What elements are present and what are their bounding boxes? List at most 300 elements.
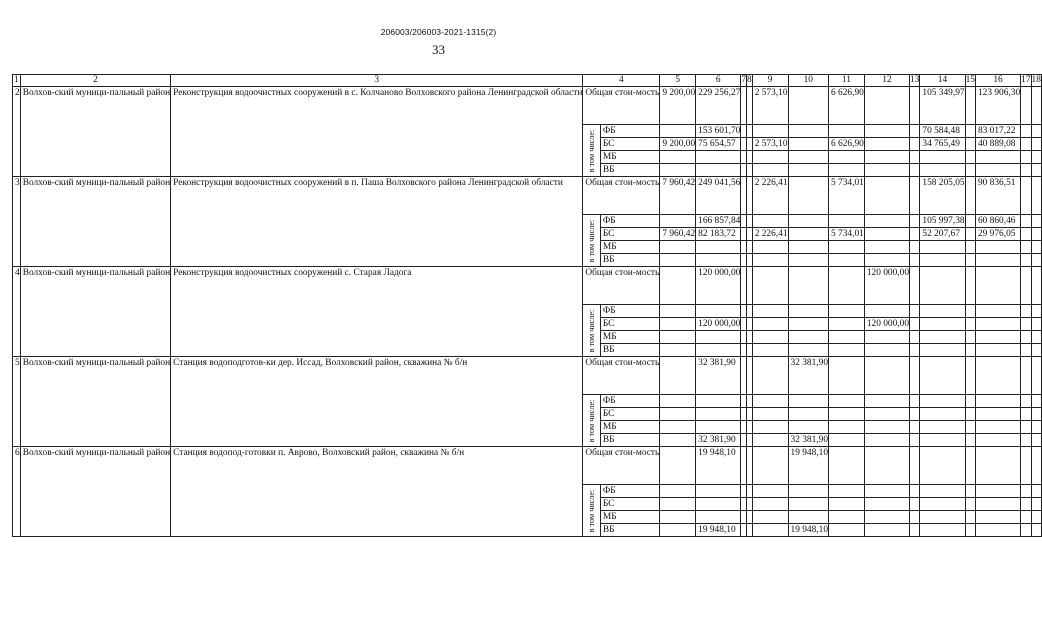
value-cell	[752, 434, 788, 447]
value-cell	[975, 498, 1020, 511]
value-cell	[864, 408, 909, 421]
column-header: 14	[920, 75, 965, 87]
value-cell	[788, 177, 829, 215]
value-cell: 120 000,00	[696, 267, 741, 305]
value-cell	[920, 318, 965, 331]
value-cell	[975, 318, 1020, 331]
funding-source-label: МБ	[600, 331, 659, 344]
value-cell	[920, 357, 965, 395]
funding-source-label: МБ	[600, 511, 659, 524]
value-cell	[696, 421, 741, 434]
including-label	[583, 395, 600, 447]
object-name: Реконструкция водоочистных сооружений с. Старая Ладога	[171, 267, 583, 357]
value-cell	[752, 524, 788, 537]
value-cell	[1021, 164, 1031, 177]
value-cell	[1031, 318, 1041, 331]
funding-source-label: БС	[600, 408, 659, 421]
funding-source-label: ФБ	[600, 305, 659, 318]
value-cell	[864, 228, 909, 241]
value-cell	[910, 318, 920, 331]
value-cell: 75 654,57	[696, 138, 741, 151]
value-cell	[920, 267, 965, 305]
value-cell	[660, 485, 696, 498]
value-cell	[752, 485, 788, 498]
value-cell	[965, 305, 975, 318]
value-cell	[910, 447, 920, 485]
value-cell	[1021, 498, 1031, 511]
value-cell	[1031, 408, 1041, 421]
value-cell	[975, 267, 1020, 305]
value-cell	[1031, 254, 1041, 267]
value-cell	[910, 331, 920, 344]
value-cell	[910, 408, 920, 421]
value-cell	[1021, 408, 1031, 421]
value-cell	[910, 344, 920, 357]
value-cell	[1021, 421, 1031, 434]
value-cell	[1031, 357, 1041, 395]
value-cell	[752, 267, 788, 305]
value-cell	[1031, 267, 1041, 305]
value-cell	[1031, 511, 1041, 524]
value-cell	[829, 498, 865, 511]
including-label-text: в том числе:	[586, 219, 596, 262]
value-cell	[1021, 524, 1031, 537]
column-header: 9	[752, 75, 788, 87]
value-cell	[1031, 447, 1041, 485]
value-cell	[660, 151, 696, 164]
value-cell	[975, 447, 1020, 485]
value-cell	[829, 331, 865, 344]
value-cell	[920, 305, 965, 318]
table-row	[13, 357, 1042, 395]
value-cell: 52 207,67	[920, 228, 965, 241]
value-cell	[696, 395, 741, 408]
funding-source-label: БС	[600, 318, 659, 331]
value-cell: 2 573,10	[752, 87, 788, 125]
value-cell: 166 857,84	[696, 215, 741, 228]
funding-source-label: МБ	[600, 241, 659, 254]
value-cell	[829, 151, 865, 164]
total-cost-label: Общая стои-мость	[583, 447, 660, 485]
district-name: Волхов-ский муници-пальный район	[20, 447, 170, 537]
value-cell	[1021, 228, 1031, 241]
column-header: 4	[583, 75, 660, 87]
value-cell	[788, 331, 829, 344]
object-name: Станция водопод-готовки п. Аврово, Волховский район, скважина № б/н	[171, 447, 583, 537]
value-cell: 7 960,42	[660, 228, 696, 241]
value-cell	[829, 357, 865, 395]
value-cell: 60 860,46	[975, 215, 1020, 228]
column-header: 15	[965, 75, 975, 85]
value-cell	[864, 164, 909, 177]
value-cell	[920, 524, 965, 537]
value-cell: 105 997,38	[920, 215, 965, 228]
value-cell	[975, 511, 1020, 524]
value-cell	[752, 331, 788, 344]
value-cell	[660, 395, 696, 408]
value-cell	[975, 344, 1020, 357]
value-cell	[752, 447, 788, 485]
value-cell	[864, 447, 909, 485]
funding-source-label: ВБ	[600, 524, 659, 537]
value-cell	[696, 305, 741, 318]
value-cell	[965, 254, 975, 267]
column-header: 11	[829, 75, 865, 87]
value-cell: 83 017,22	[975, 125, 1020, 138]
value-cell	[1021, 138, 1031, 151]
page-number: 33	[432, 42, 445, 57]
value-cell	[1031, 485, 1041, 498]
value-cell	[975, 395, 1020, 408]
value-cell	[920, 408, 965, 421]
value-cell	[788, 241, 829, 254]
value-cell	[829, 125, 865, 138]
value-cell	[920, 344, 965, 357]
value-cell	[788, 305, 829, 318]
value-cell	[788, 254, 829, 267]
value-cell	[696, 331, 741, 344]
column-header: 12	[864, 75, 909, 87]
value-cell	[965, 447, 975, 485]
value-cell	[752, 395, 788, 408]
value-cell	[829, 485, 865, 498]
value-cell	[920, 511, 965, 524]
value-cell	[975, 151, 1020, 164]
value-cell	[752, 357, 788, 395]
value-cell	[864, 344, 909, 357]
value-cell	[965, 344, 975, 357]
value-cell	[829, 421, 865, 434]
value-cell	[1031, 421, 1041, 434]
value-cell	[660, 421, 696, 434]
value-cell	[965, 511, 975, 524]
value-cell	[864, 498, 909, 511]
value-cell	[752, 254, 788, 267]
value-cell	[910, 511, 920, 524]
funding-source-label: БС	[600, 498, 659, 511]
value-cell: 34 765,49	[920, 138, 965, 151]
value-cell	[965, 267, 975, 305]
including-label	[583, 215, 600, 267]
value-cell	[965, 408, 975, 421]
value-cell	[910, 138, 920, 151]
value-cell	[752, 511, 788, 524]
value-cell	[910, 87, 920, 125]
value-cell	[910, 125, 920, 138]
value-cell: 120 000,00	[696, 318, 741, 331]
column-header: 1	[14, 75, 19, 85]
value-cell	[965, 138, 975, 151]
value-cell	[696, 498, 741, 511]
value-cell	[788, 408, 829, 421]
value-cell: 19 948,10	[788, 447, 829, 485]
value-cell	[829, 408, 865, 421]
value-cell	[910, 357, 920, 395]
value-cell	[910, 151, 920, 164]
value-cell	[1031, 498, 1041, 511]
value-cell: 32 381,90	[696, 357, 741, 395]
value-cell	[660, 524, 696, 537]
value-cell: 70 584,48	[920, 125, 965, 138]
including-label	[583, 125, 600, 177]
value-cell	[696, 164, 741, 177]
value-cell	[864, 524, 909, 537]
value-cell	[864, 87, 909, 125]
object-name: Станция водоподготов-ки дер. Иссад, Волховский район, скважина № б/н	[171, 357, 583, 447]
value-cell	[975, 485, 1020, 498]
value-cell	[829, 511, 865, 524]
value-cell	[1021, 485, 1031, 498]
value-cell	[1031, 344, 1041, 357]
value-cell	[829, 395, 865, 408]
value-cell: 82 183,72	[696, 228, 741, 241]
district-name: Волхов-ский муници-пальный район	[20, 177, 170, 267]
value-cell	[975, 164, 1020, 177]
value-cell	[864, 254, 909, 267]
value-cell	[752, 408, 788, 421]
value-cell	[1021, 511, 1031, 524]
total-cost-label: Общая стои-мость	[583, 267, 660, 305]
value-cell	[1021, 87, 1031, 125]
value-cell	[829, 164, 865, 177]
value-cell	[788, 318, 829, 331]
value-cell	[660, 215, 696, 228]
table-row	[13, 447, 1042, 485]
column-header: 8	[747, 75, 752, 85]
including-label-text: в том числе:	[586, 399, 596, 442]
value-cell: 105 349,97	[920, 87, 965, 125]
value-cell	[829, 318, 865, 331]
value-cell	[965, 87, 975, 125]
value-cell: 6 626,90	[829, 138, 865, 151]
column-header: 10	[788, 75, 829, 87]
value-cell	[965, 318, 975, 331]
value-cell	[752, 498, 788, 511]
value-cell	[660, 267, 696, 305]
value-cell	[864, 177, 909, 215]
value-cell	[965, 357, 975, 395]
district-name: Волхов-ский муници-пальный район	[20, 357, 170, 447]
row-number: 6	[13, 447, 21, 537]
including-label-text: в том числе:	[586, 129, 596, 172]
value-cell	[696, 151, 741, 164]
value-cell: 2 573,10	[752, 138, 788, 151]
value-cell	[1031, 524, 1041, 537]
value-cell	[920, 151, 965, 164]
value-cell: 120 000,00	[864, 267, 909, 305]
value-cell	[788, 138, 829, 151]
district-name: Волхов-ский муници-пальный район	[20, 267, 170, 357]
row-number: 4	[13, 267, 21, 357]
value-cell	[788, 395, 829, 408]
value-cell	[660, 331, 696, 344]
value-cell	[864, 331, 909, 344]
including-label	[583, 485, 600, 537]
value-cell	[1021, 318, 1031, 331]
value-cell	[864, 357, 909, 395]
value-cell	[965, 177, 975, 215]
value-cell	[864, 434, 909, 447]
value-cell	[965, 485, 975, 498]
value-cell	[788, 344, 829, 357]
table-row	[13, 267, 1042, 305]
column-header: 2	[20, 75, 170, 87]
value-cell	[660, 408, 696, 421]
value-cell	[975, 524, 1020, 537]
funding-source-label: ВБ	[600, 254, 659, 267]
value-cell	[864, 421, 909, 434]
value-cell	[660, 164, 696, 177]
value-cell: 32 381,90	[696, 434, 741, 447]
value-cell	[1021, 125, 1031, 138]
value-cell	[660, 305, 696, 318]
value-cell	[1021, 305, 1031, 318]
value-cell	[752, 241, 788, 254]
value-cell	[920, 395, 965, 408]
value-cell	[1021, 357, 1031, 395]
value-cell	[1021, 434, 1031, 447]
funding-source-label: ФБ	[600, 215, 659, 228]
value-cell: 32 381,90	[788, 357, 829, 395]
value-cell	[829, 524, 865, 537]
value-cell	[829, 447, 865, 485]
value-cell	[752, 151, 788, 164]
value-cell	[696, 485, 741, 498]
value-cell	[965, 151, 975, 164]
value-cell	[910, 421, 920, 434]
funding-source-label: ВБ	[600, 344, 659, 357]
value-cell	[829, 344, 865, 357]
value-cell	[1021, 395, 1031, 408]
value-cell: 7 960,42	[660, 177, 696, 215]
value-cell	[965, 434, 975, 447]
value-cell	[1021, 447, 1031, 485]
value-cell	[788, 511, 829, 524]
value-cell	[660, 447, 696, 485]
value-cell	[1021, 344, 1031, 357]
value-cell	[920, 485, 965, 498]
row-number: 2	[13, 87, 21, 177]
value-cell	[1021, 331, 1031, 344]
value-cell	[1031, 87, 1041, 125]
value-cell	[1031, 228, 1041, 241]
column-header: 5	[660, 75, 696, 87]
value-cell	[1031, 125, 1041, 138]
funding-source-label: БС	[600, 228, 659, 241]
value-cell	[965, 395, 975, 408]
value-cell	[1031, 331, 1041, 344]
value-cell	[920, 164, 965, 177]
value-cell	[696, 241, 741, 254]
value-cell: 9 200,00	[660, 138, 696, 151]
including-label-text: в том числе:	[586, 309, 596, 352]
funding-source-label: МБ	[600, 151, 659, 164]
value-cell	[864, 215, 909, 228]
value-cell	[864, 305, 909, 318]
table-row	[13, 177, 1042, 215]
value-cell	[1031, 164, 1041, 177]
value-cell	[788, 485, 829, 498]
value-cell: 32 381,90	[788, 434, 829, 447]
value-cell	[864, 151, 909, 164]
value-cell	[975, 421, 1020, 434]
value-cell	[975, 305, 1020, 318]
value-cell	[910, 164, 920, 177]
value-cell	[920, 331, 965, 344]
value-cell	[788, 267, 829, 305]
value-cell	[864, 395, 909, 408]
value-cell	[864, 511, 909, 524]
column-header: 13	[910, 75, 920, 85]
column-header: 6	[696, 75, 741, 87]
value-cell	[660, 241, 696, 254]
total-cost-label: Общая стои-мость	[583, 177, 660, 215]
value-cell	[864, 241, 909, 254]
value-cell	[975, 434, 1020, 447]
value-cell: 6 626,90	[829, 87, 865, 125]
value-cell	[920, 447, 965, 485]
value-cell	[788, 164, 829, 177]
table-row	[13, 87, 1042, 125]
value-cell	[788, 87, 829, 125]
value-cell	[965, 125, 975, 138]
value-cell	[829, 305, 865, 318]
value-cell	[910, 395, 920, 408]
value-cell	[910, 228, 920, 241]
value-cell	[965, 421, 975, 434]
value-cell: 158 205,05	[920, 177, 965, 215]
value-cell: 5 734,01	[829, 177, 865, 215]
funding-source-label: БС	[600, 138, 659, 151]
value-cell	[910, 267, 920, 305]
object-name: Реконструкция водоочистных сооружений в п. Паша Волховского района Ленинградской области	[171, 177, 583, 267]
value-cell	[752, 344, 788, 357]
value-cell	[660, 357, 696, 395]
value-cell	[920, 254, 965, 267]
row-number: 5	[13, 357, 21, 447]
value-cell	[1031, 138, 1041, 151]
document-id: 206003/206003-2021-1315(2)	[380, 27, 497, 37]
value-cell	[910, 254, 920, 267]
value-cell	[788, 125, 829, 138]
value-cell	[660, 344, 696, 357]
value-cell	[910, 177, 920, 215]
value-cell	[660, 125, 696, 138]
value-cell	[660, 498, 696, 511]
value-cell	[1031, 434, 1041, 447]
value-cell	[975, 408, 1020, 421]
value-cell	[1021, 267, 1031, 305]
value-cell	[910, 485, 920, 498]
value-cell	[864, 125, 909, 138]
value-cell	[1021, 241, 1031, 254]
value-cell	[975, 254, 1020, 267]
total-cost-label: Общая стои-мость	[583, 357, 660, 395]
value-cell	[1021, 177, 1031, 215]
column-header: 16	[975, 75, 1020, 87]
value-cell	[920, 421, 965, 434]
value-cell: 9 200,00	[660, 87, 696, 125]
value-cell: 90 836,51	[975, 177, 1020, 215]
value-cell	[752, 164, 788, 177]
column-header: 18	[1031, 75, 1041, 85]
value-cell	[864, 485, 909, 498]
value-cell	[696, 511, 741, 524]
value-cell	[752, 421, 788, 434]
value-cell	[975, 357, 1020, 395]
value-cell	[910, 215, 920, 228]
value-cell: 19 948,10	[788, 524, 829, 537]
